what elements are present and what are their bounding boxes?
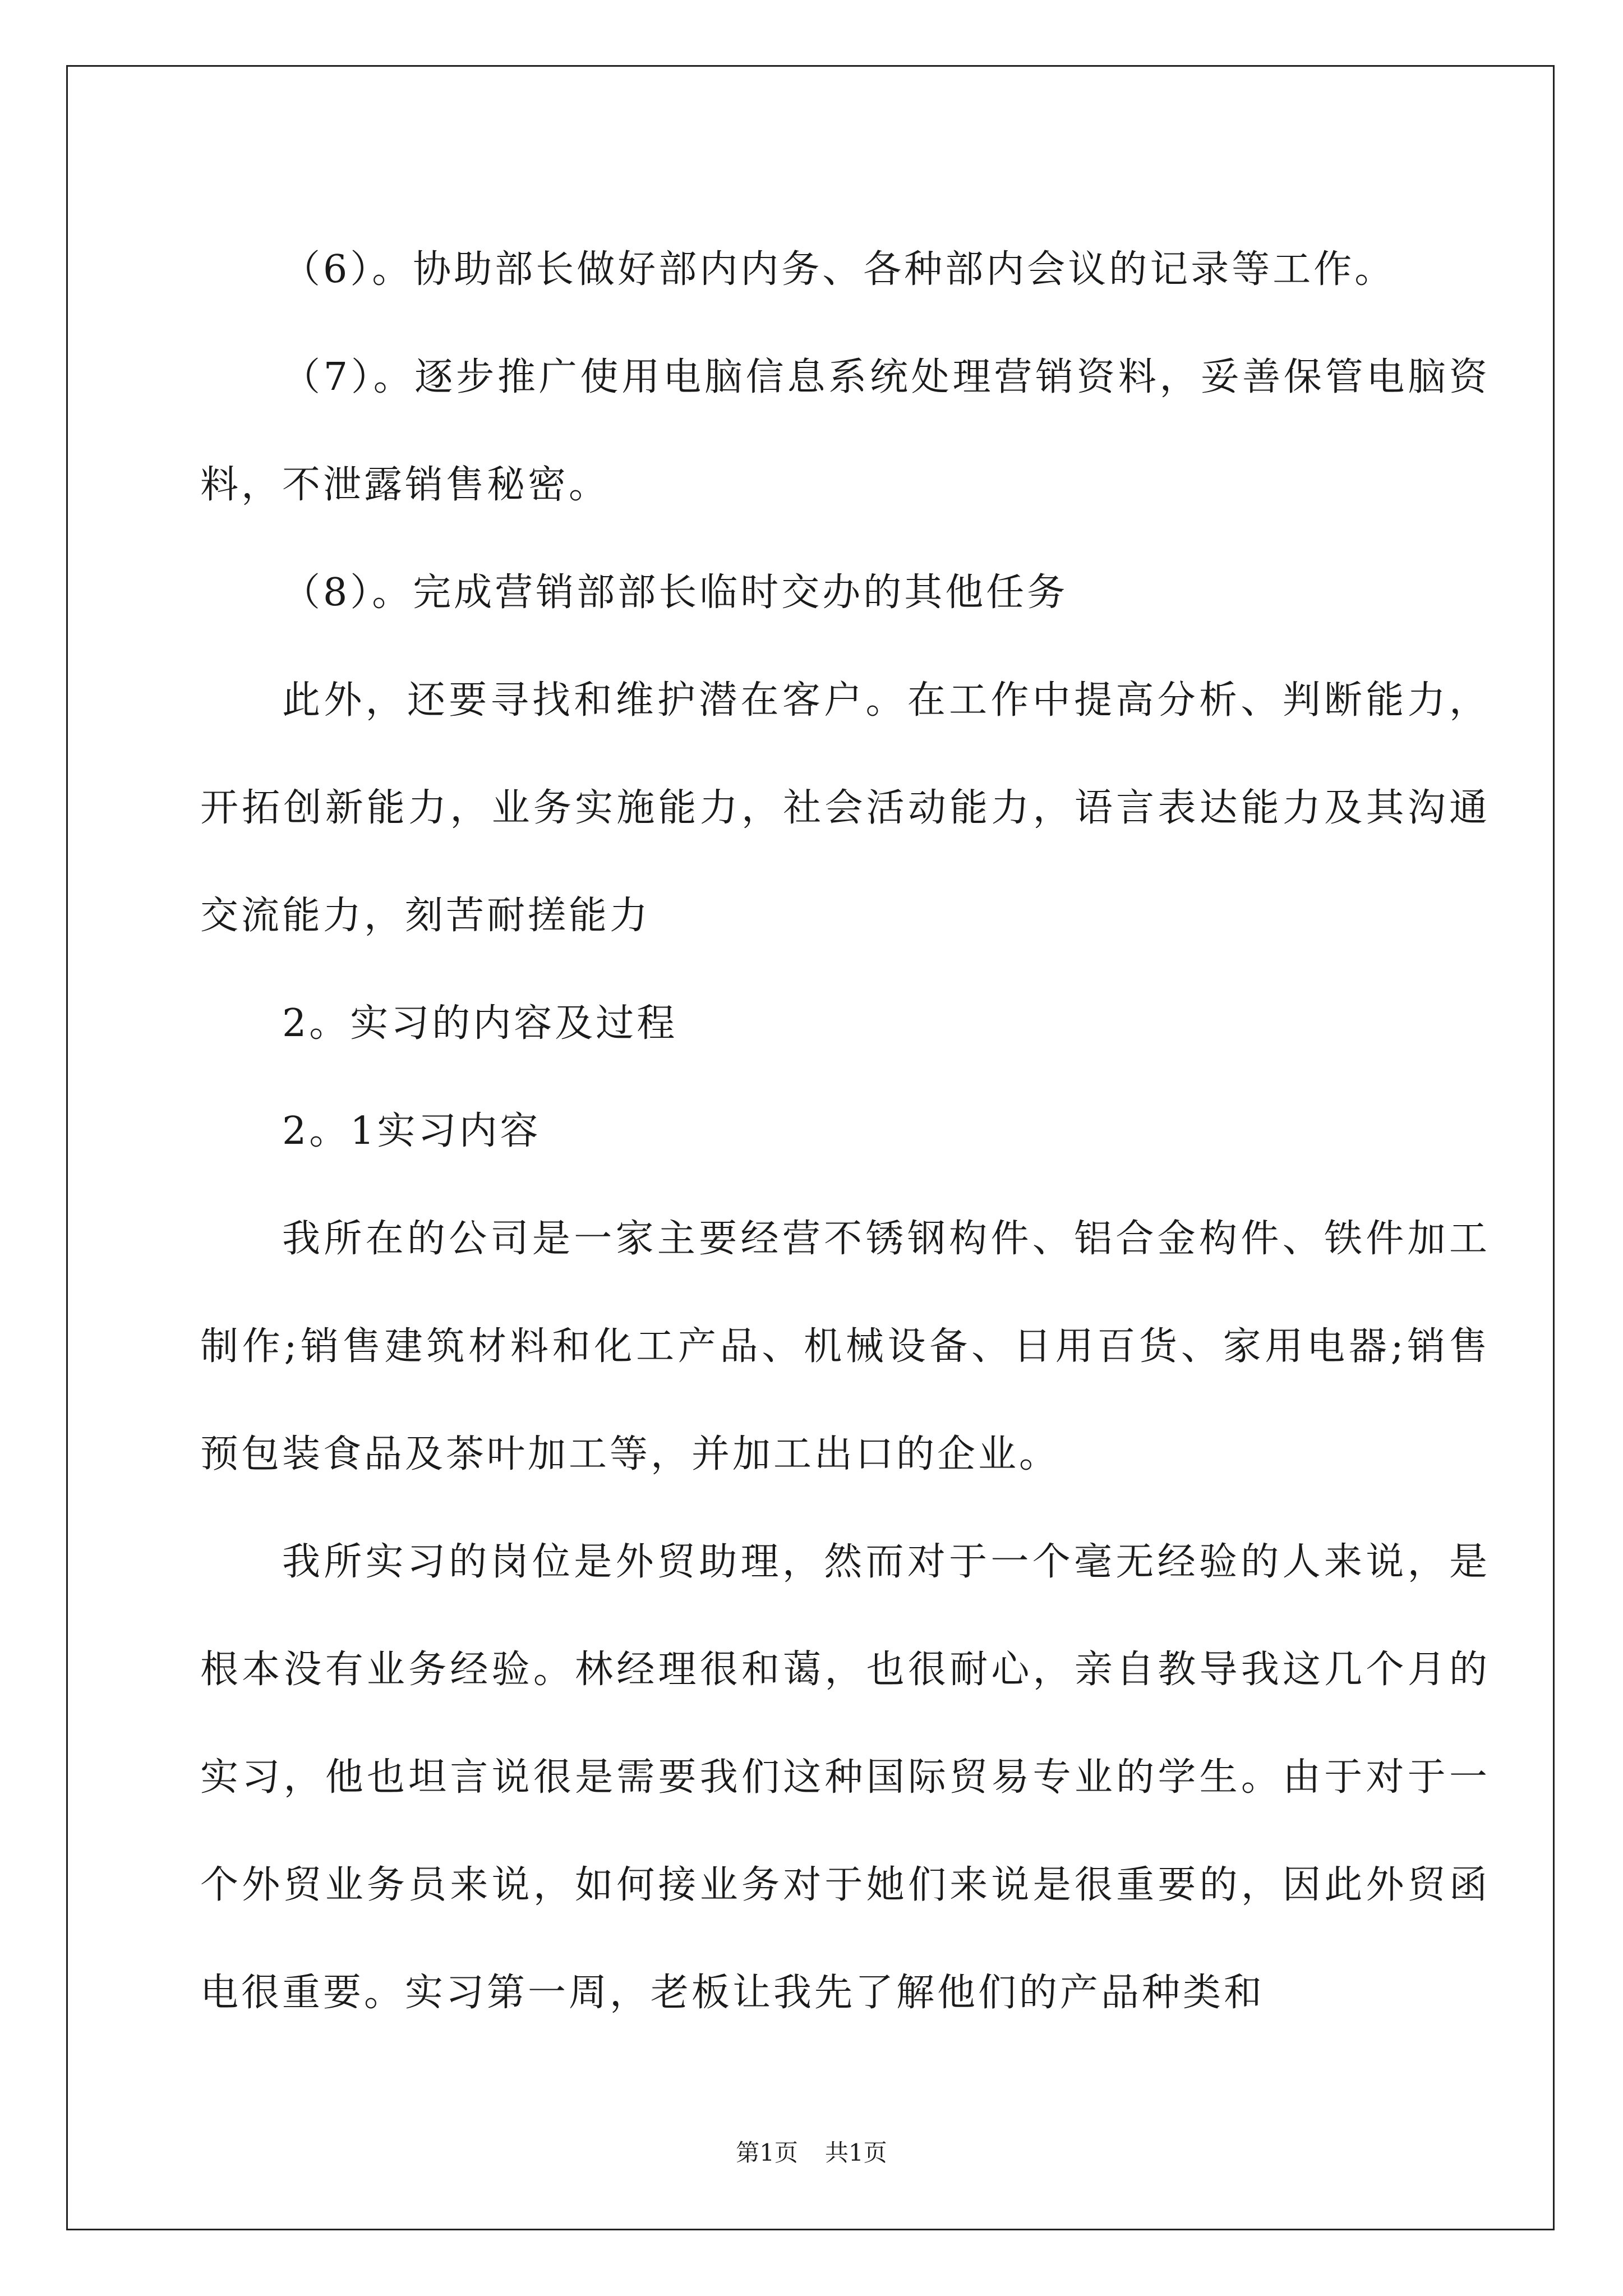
section-heading: 2。实习的内容及过程	[282, 1001, 678, 1046]
page-number: 第1页	[736, 2139, 798, 2166]
document-body	[200, 216, 1490, 2047]
paragraph-item-7: （7）。逐步推广使用电脑信息系统处理营销资料，妥善保管电脑资料，不泄露销售秘密。	[200, 355, 1490, 507]
paragraph-item-6: （6）。协助部长做好部内内务、各种部内会议的记录等工作。	[282, 247, 1396, 292]
paragraph-item-8: （8）。完成营销部部长临时交办的其他任务	[282, 570, 1068, 615]
page-footer	[0, 2136, 1623, 2170]
subsection-heading: 2。1实习内容	[282, 1109, 541, 1153]
paragraph-internship-role: 我所实习的岗位是外贸助理，然而对于一个毫无经验的人来说，是根本没有业务经验。林经理很和蔼，也很耐心，亲自教导我这几个月的实习，他也坦言说很是需要我们这种国际贸易专业的学生。由于对于一个外贸业务员来说，如何接业务对于她们来说是很重要的，因此外贸函电很重要。实习第一周，老板让我先了解他们的产品种类和	[200, 1540, 1490, 2015]
page-total: 共1页	[825, 2139, 887, 2166]
paragraph-company: 我所在的公司是一家主要经营不锈钢构件、铝合金构件、铁件加工制作;销售建筑材料和化工产品、机械设备、日用百货、家用电器;销售预包装食品及茶叶加工等，并加工出口的企业。	[200, 1217, 1490, 1476]
paragraph-abilities: 此外，还要寻找和维护潜在客户。在工作中提高分析、判断能力，开拓创新能力，业务实施能力，社会活动能力，语言表达能力及其沟通交流能力，刻苦耐搓能力	[200, 678, 1490, 938]
